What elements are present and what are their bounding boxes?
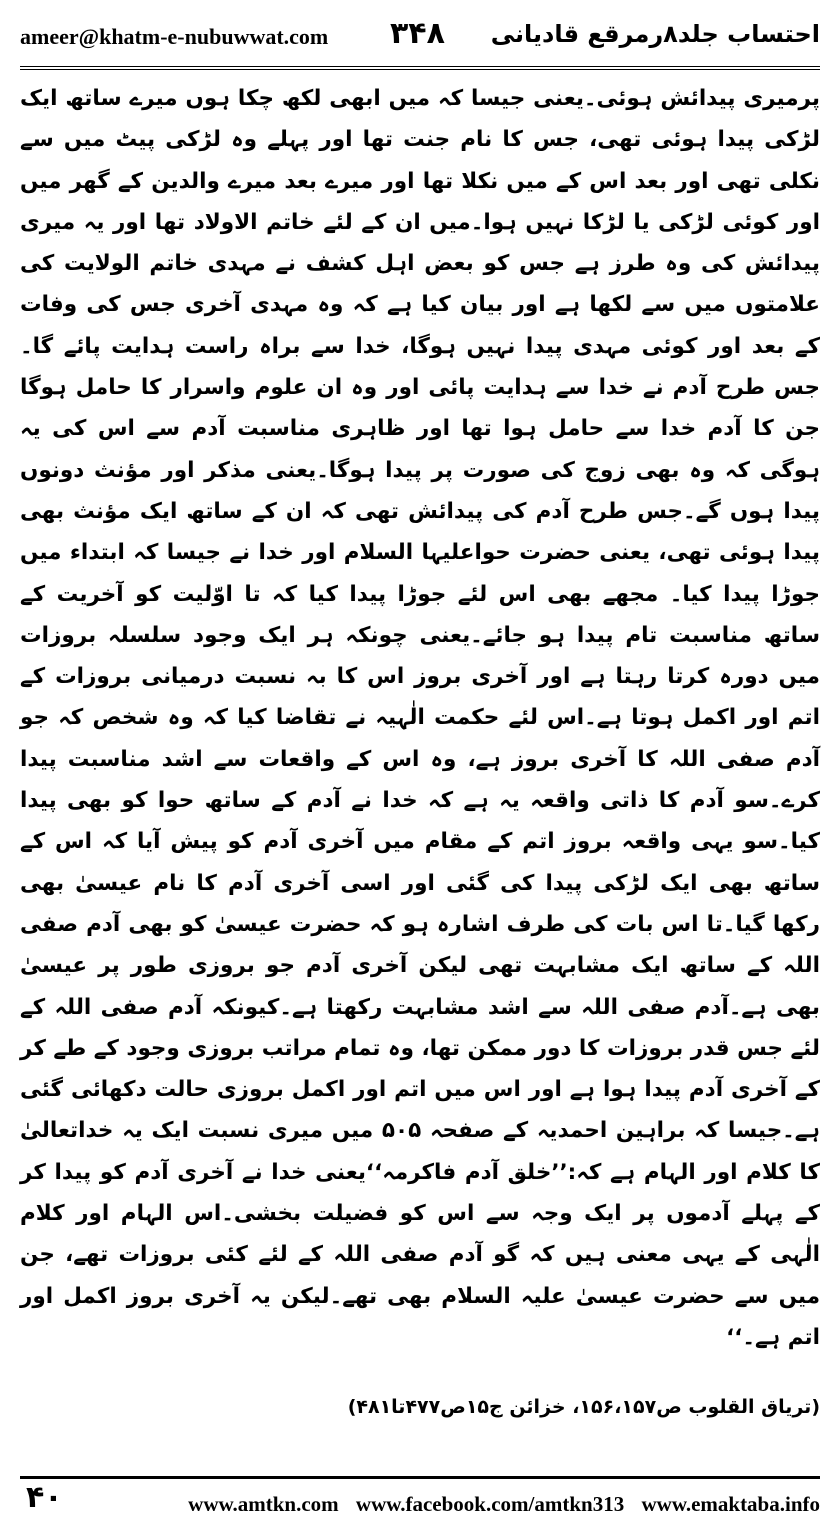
footer-link-facebook[interactable]: www.facebook.com/amtkn313 [355, 1492, 625, 1516]
footer-page-number: ۴۰ [26, 1480, 63, 1515]
footer-rule [20, 1476, 820, 1479]
body-paragraph: پرمیری پیدائش ہوئی۔یعنی جیسا کہ میں ابھی لکھ چکا ہوں میرے ساتھ ایک لڑکی پیدا ہوئی تھی، جس کا نام جنت تھا اور پہلے وہ لڑکی پیٹ میں سے نکلی تھی اور بعد اس کے میں نکلا تھا اور میرے بعد میرے والدین کے گھر میں اور کوئی لڑکی یا لڑکا نہیں ہوا۔میں ان کے لئے خاتم الاولاد تھا اور یہ میری پیدائش کی وہ طرز ہے جس کو بعض اہل کشف نے مہدی خاتم الولایت کی علامتوں میں سے لکھا ہے اور بیان کیا ہے کہ وہ مہدی آخری جس کی وفات کے بعد اور کوئی مہدی پیدا نہیں ہوگا، خدا سے براہ راست ہدایت پائے گا۔جس طرح آدم نے خدا سے ہدایت پائی اور وہ ان علوم واسرار کا حامل ہوگا جن کا آدم خدا سے حامل ہوا تھا اور ظاہری مناسبت آدم سے اس کی یہ ہوگی کہ وہ بھی زوج کی صورت پر پیدا ہوگا۔یعنی مذکر اور مؤنث دونوں پیدا ہوں گے۔جس طرح آدم کی پیدائش تھی کہ ان کے ساتھ ایک مؤنث بھی پیدا ہوئی تھی، یعنی حضرت حواعلیہا السلام اور خدا نے جیسا کہ ابتداء میں جوڑا پیدا کیا۔ مجھے بھی اس لئے جوڑا پیدا کیا کہ تا اوّلیت کو آخریت کے ساتھ مناسبت تام پیدا ہو جائے۔یعنی چونکہ ہر ایک وجود سلسلہ بروزات میں دورہ کرتا رہتا ہے اور آخری بروز اس کا بہ نسبت درمیانی بروزات کے اتم اور اکمل ہوتا ہے۔اس لئے حکمت الٰہیہ نے تقاضا کیا کہ وہ شخص کہ جو آدم صفی اللہ کا آخری بروز ہے، وہ اس کے واقعات سے اشد مناسبت پیدا کرے۔سو آدم کا ذاتی واقعہ یہ ہے کہ خدا نے آدم کے ساتھ حوا کو بھی پیدا کیا۔سو یہی واقعہ بروز اتم کے مقام میں آخری آدم کو پیش آیا کہ اس کے ساتھ بھی ایک لڑکی پیدا کی گئی اور اسی آخری آدم کا نام عیسیٰ بھی رکھا گیا۔تا اس بات کی طرف اشارہ ہو کہ حضرت عیسیٰ کو بھی آدم صفی اللہ کے ساتھ ایک مشابہت تھی لیکن آخری آدم جو بروزی طور پر عیسیٰ بھی ہے۔آدم صفی اللہ سے اشد مشابہت رکھتا ہے۔کیونکہ آدم صفی اللہ کے لئے جس قدر بروزات کا دور ممکن تھا، وہ تمام مراتب بروزی وجود کے طے کر کے آخری آدم پیدا ہوا ہے اور اس میں اتم اور اکمل بروزی حالت دکھائی گئی ہے۔جیسا کہ براہین احمدیہ کے صفحہ ۵۰۵ میں میری نسبت ایک یہ خداتعالیٰ کا کلام اور الہام ہے کہ:’’خلق آدم فاکرمہ‘‘یعنی خدا نے آخری آدم کو پیدا کر کے پہلے آدموں پر ایک وجہ سے اس کو فضیلت بخشی۔اس الہام اور کلام الٰہی کے یہی معنی ہیں کہ گو آدم صفی اللہ کے لئے کئی بروزات تھے، جن میں سے حضرت عیسیٰ علیہ السلام بھی تھے۔لیکن یہ آخری بروز اکمل اور اتم ہے۔‘‘ [20, 86, 820, 1350]
header-rule [20, 66, 820, 70]
footer-link-emaktaba[interactable]: www.emaktaba.info [641, 1492, 820, 1516]
header-email: ameer@khatm-e-nubuwwat.com [20, 24, 329, 49]
source-citation: (تریاق القلوب ص۱۵۶،۱۵۷، خزائن ج۱۵ص۴۷۷تا۴۸۱) [347, 1396, 820, 1418]
main-text [20, 78, 820, 1358]
footer-link-amtkn[interactable]: www.amtkn.com [188, 1492, 339, 1516]
page-header [20, 14, 820, 58]
header-page-number: ۳۴۸ [390, 16, 445, 51]
page-footer [20, 1480, 820, 1526]
header-book-title: احتساب جلد۸رمرقع قادیانی [490, 20, 820, 48]
footer-links [176, 1492, 820, 1517]
